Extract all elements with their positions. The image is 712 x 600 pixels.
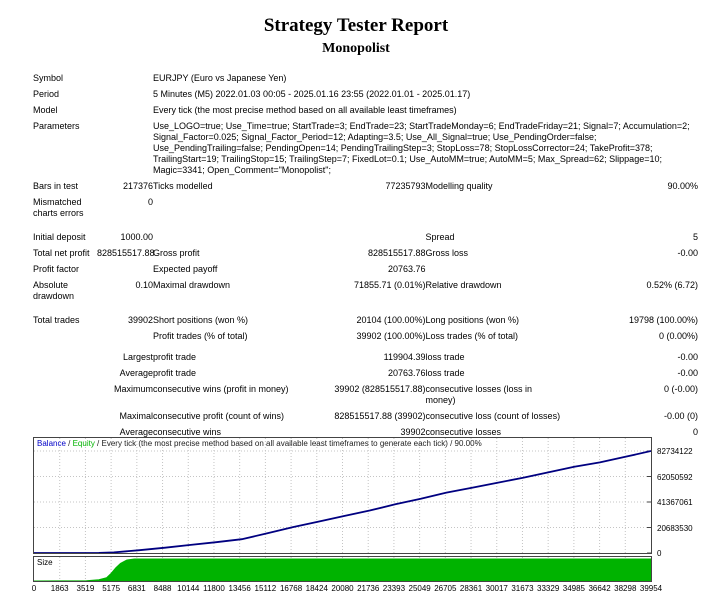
row-label: Parameters bbox=[33, 121, 80, 131]
mid-label: consecutive profit (count of wins) bbox=[153, 411, 285, 421]
x-axis-tick-label: 28361 bbox=[459, 584, 483, 593]
value-cell: 19798 (100.00%) bbox=[628, 315, 698, 325]
value-cell bbox=[97, 262, 153, 278]
value-cell: 0 (-0.00) bbox=[663, 384, 698, 394]
chart-legend bbox=[37, 439, 482, 449]
row-label: Model bbox=[33, 105, 58, 115]
mid-label: consecutive wins (profit in money) bbox=[153, 384, 289, 394]
x-axis-tick-label: 38298 bbox=[614, 584, 637, 593]
row-label bbox=[33, 329, 97, 345]
row-label: Period bbox=[33, 89, 60, 99]
wide-value-cell: 5 Minutes (M5) 2022.01.03 00:05 - 2025.01.16 23:55 (2022.01.01 - 2025.01.17) bbox=[153, 89, 471, 99]
value-cell: Largest bbox=[122, 352, 153, 362]
value-cell bbox=[97, 71, 153, 87]
right-label: Relative drawdown bbox=[425, 280, 502, 290]
x-axis-tick-label: 13456 bbox=[228, 584, 251, 593]
x-axis-tick-label: 25049 bbox=[408, 584, 431, 593]
report-table bbox=[33, 71, 698, 441]
value-cell: Average bbox=[119, 368, 153, 378]
right-label: consecutive loss (count of losses) bbox=[425, 411, 561, 421]
value-cell bbox=[289, 195, 425, 222]
mid-label: Ticks modelled bbox=[153, 181, 213, 191]
value-cell: 20104 (100.00%) bbox=[356, 315, 426, 325]
spacer-cell bbox=[33, 305, 698, 313]
legend-equity-label: Equity bbox=[72, 439, 95, 448]
x-axis-tick-label: 11800 bbox=[203, 584, 225, 593]
mid-label: profit trade bbox=[153, 368, 197, 378]
lot-size-panel bbox=[33, 556, 652, 582]
value-cell: Maximum bbox=[113, 384, 153, 394]
x-axis-tick-label: 0 bbox=[31, 584, 37, 593]
value-cell: 0 bbox=[692, 427, 698, 437]
x-axis-tick-label: 18424 bbox=[305, 584, 328, 593]
row-label: Total trades bbox=[33, 315, 80, 325]
y-axis-labels bbox=[657, 437, 712, 558]
table-row bbox=[33, 103, 698, 119]
value-cell: 119904.39 bbox=[383, 352, 426, 362]
row-label: Initial deposit bbox=[33, 232, 86, 242]
value-cell: Average bbox=[119, 427, 153, 437]
value-cell: -0.00 bbox=[677, 248, 698, 258]
size-panel-label: Size bbox=[37, 558, 53, 567]
x-axis-tick-label: 5175 bbox=[102, 584, 121, 593]
value-cell bbox=[562, 195, 698, 222]
wide-value-cell: Every tick (the most precise method based on all available least timeframes) bbox=[153, 105, 457, 115]
page-title: Strategy Tester Report bbox=[263, 15, 449, 36]
value-cell: -0.00 bbox=[677, 368, 698, 378]
mid-label bbox=[153, 195, 289, 222]
right-label: Loss trades (% of total) bbox=[425, 331, 519, 341]
value-cell: 0 bbox=[147, 197, 153, 207]
row-label bbox=[33, 382, 97, 409]
spacer-cell bbox=[33, 222, 698, 230]
value-cell: 217376 bbox=[122, 181, 153, 191]
x-axis-tick-label: 36642 bbox=[588, 584, 611, 593]
wide-value-cell: Use_LOGO=true; Use_Time=true; StartTrade=3; EndTrade=23; StartTradeMonday=6; EndTradeFriday=21; Signal=7; Accumulation=2; Signal_Factor=0.025; Signal_Factor_Period=12; Adapting=3.5; Use_All_Signal=true; Use_PendingOrder=false; Use_PendingTrailing=false; PendingOpen=14; PendingTrailingStep=3; StopLoss=78; StopLossCorrector=24; TakeProfit=378; TrailingStart=19; TrailingStop=15; TrailingStep=7; FixedLot=0.1; Use_AutoMM=true; AutoMM=5; Max_Spread=62; Slippage=10; Magic=3341; Open_Comment="Monopolist"; bbox=[153, 121, 690, 175]
right-label: Modelling quality bbox=[425, 181, 493, 191]
value-cell bbox=[97, 87, 153, 103]
table-row bbox=[33, 278, 698, 305]
row-label bbox=[33, 409, 97, 425]
value-cell: 0.10 bbox=[135, 280, 153, 290]
mid-label: Profit trades (% of total) bbox=[153, 331, 248, 341]
value-cell bbox=[97, 103, 153, 119]
table-spacer-row bbox=[33, 222, 698, 230]
row-label: Bars in test bbox=[33, 181, 79, 191]
value-cell: 0 (0.00%) bbox=[658, 331, 698, 341]
strategy-name: Monopolist bbox=[322, 41, 390, 56]
mid-label: Short positions (won %) bbox=[153, 315, 249, 325]
x-axis-tick-label: 10144 bbox=[177, 584, 200, 593]
row-label: Total net profit bbox=[33, 248, 90, 258]
table-row bbox=[33, 246, 698, 262]
right-label: loss trade bbox=[425, 368, 465, 378]
value-cell: 77235793 bbox=[385, 181, 426, 191]
row-label: Profit factor bbox=[33, 264, 80, 274]
size-area bbox=[34, 559, 651, 581]
value-cell: 39902 (828515517.88) bbox=[334, 384, 426, 394]
x-axis-tick-label: 8488 bbox=[153, 584, 172, 593]
x-axis-tick-label: 6831 bbox=[127, 584, 146, 593]
row-label: Absolute drawdown bbox=[33, 280, 75, 301]
value-cell: 828515517.88 bbox=[367, 248, 426, 258]
mid-label bbox=[153, 230, 289, 246]
value-cell: 39902 bbox=[127, 315, 153, 325]
mid-label: profit trade bbox=[153, 352, 197, 362]
legend-description: / Every tick (the most precise method based on all available least timeframes to generate each tick) / 90.00% bbox=[94, 439, 482, 448]
y-axis-tick-label: 0 bbox=[657, 549, 662, 558]
value-cell bbox=[289, 230, 425, 246]
table-row bbox=[33, 87, 698, 103]
mid-label: Maximal drawdown bbox=[153, 280, 231, 290]
value-cell bbox=[97, 119, 153, 179]
table-row bbox=[33, 382, 698, 409]
value-cell: 5 bbox=[692, 232, 698, 242]
x-axis-tick-label: 15112 bbox=[254, 584, 277, 593]
table-row bbox=[33, 329, 698, 345]
legend-separator: / bbox=[65, 439, 73, 448]
table-row bbox=[33, 366, 698, 382]
value-cell bbox=[97, 329, 153, 345]
row-label bbox=[33, 350, 97, 366]
x-axis-tick-label: 31673 bbox=[511, 584, 534, 593]
table-row bbox=[33, 409, 698, 425]
table-row bbox=[33, 313, 698, 329]
right-label: Gross loss bbox=[425, 248, 469, 258]
x-axis-tick-label: 39954 bbox=[639, 584, 663, 593]
table-row bbox=[33, 179, 698, 195]
value-cell: 20763.76 bbox=[387, 264, 426, 274]
value-cell: -0.00 (0) bbox=[663, 411, 698, 421]
table-row bbox=[33, 119, 698, 179]
x-axis-tick-label: 33329 bbox=[537, 584, 560, 593]
row-label: Mismatched charts errors bbox=[33, 197, 84, 218]
right-label: Long positions (won %) bbox=[425, 315, 520, 325]
chart-section bbox=[0, 437, 712, 597]
y-axis-tick-label: 62050592 bbox=[657, 472, 693, 482]
value-cell: 71855.71 (0.01%) bbox=[353, 280, 426, 290]
table-row bbox=[33, 71, 698, 87]
table-row bbox=[33, 262, 698, 278]
right-label bbox=[426, 262, 562, 278]
mid-label: Gross profit bbox=[153, 248, 200, 258]
x-axis-tick-label: 34985 bbox=[562, 584, 585, 593]
value-cell: 39902 (100.00%) bbox=[356, 331, 426, 341]
x-axis-tick-label: 30017 bbox=[485, 584, 508, 593]
x-axis-tick-label: 23393 bbox=[382, 584, 406, 593]
y-axis-tick-label: 41367061 bbox=[657, 498, 693, 507]
value-cell: 828515517.88 bbox=[97, 248, 155, 258]
value-cell: 20763.76 bbox=[387, 368, 426, 378]
y-axis-tick-label: 20683530 bbox=[657, 523, 693, 533]
right-label: loss trade bbox=[425, 352, 465, 362]
x-axis-tick-label: 21736 bbox=[357, 584, 380, 593]
y-axis-tick-label: 82734122 bbox=[657, 447, 693, 456]
x-axis-tick-label: 26705 bbox=[434, 584, 457, 593]
value-cell: Maximal bbox=[119, 411, 153, 421]
wide-value-cell: EURJPY (Euro vs Japanese Yen) bbox=[153, 73, 287, 83]
x-axis-tick-label: 20080 bbox=[331, 584, 354, 593]
table-spacer-row bbox=[33, 305, 698, 313]
value-cell: 1000.00 bbox=[120, 232, 153, 242]
right-label: consecutive losses (loss in money) bbox=[425, 384, 533, 405]
balance-curve-plot bbox=[34, 438, 651, 553]
legend-balance-label: Balance bbox=[37, 439, 66, 448]
row-label: Symbol bbox=[33, 73, 64, 83]
value-cell: 0.52% (6.72) bbox=[646, 280, 698, 290]
value-cell: -0.00 bbox=[677, 352, 698, 362]
value-cell: 828515517.88 (39902) bbox=[334, 411, 426, 421]
x-axis-tick-label: 16768 bbox=[279, 584, 303, 593]
mid-label: Expected payoff bbox=[153, 264, 218, 274]
value-cell: 39902 bbox=[400, 427, 426, 437]
right-label: consecutive losses bbox=[425, 427, 502, 437]
lot-size-plot bbox=[34, 557, 651, 581]
table-row bbox=[33, 230, 698, 246]
row-label bbox=[33, 366, 97, 382]
right-label bbox=[426, 195, 562, 222]
right-label: Spread bbox=[425, 232, 455, 242]
balance-chart-panel bbox=[33, 437, 652, 554]
x-axis-tick-label: 1863 bbox=[50, 584, 69, 593]
table-row bbox=[33, 350, 698, 366]
table-row bbox=[33, 195, 698, 222]
x-axis-tick-label: 3519 bbox=[76, 584, 95, 593]
mid-label: consecutive wins bbox=[153, 427, 222, 437]
x-axis-labels bbox=[0, 584, 712, 596]
value-cell bbox=[562, 262, 698, 278]
value-cell: 90.00% bbox=[667, 181, 698, 191]
